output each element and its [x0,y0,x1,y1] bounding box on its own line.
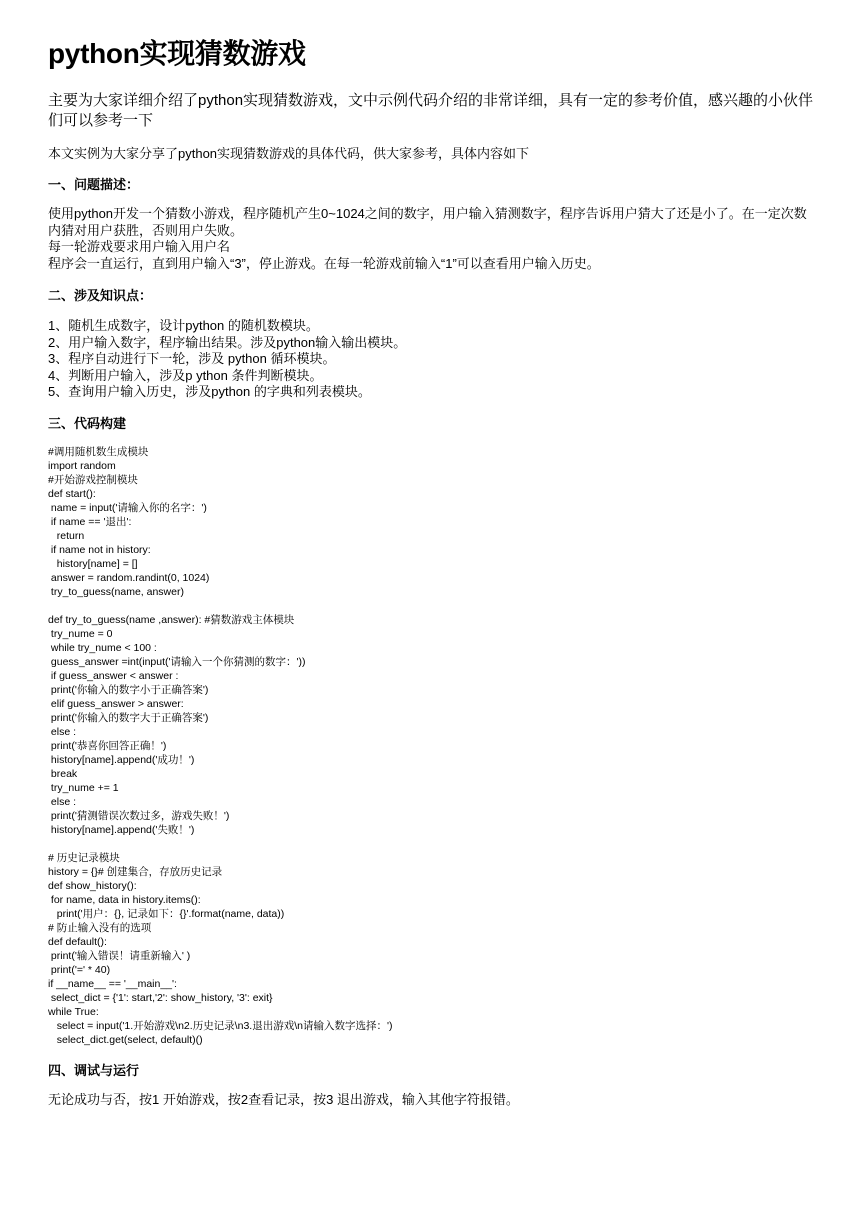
list-item: 2、用户输入数字，程序输出结果。涉及python输入输出模块。 [48,334,407,350]
list-item: 3、程序自动进行下一轮，涉及 python 循环模块。 [48,351,336,366]
code-line: def show_history(): [48,880,137,892]
code-line: # 历史记录模块 [48,852,120,864]
run-description: 无论成功与否，按1 开始游戏，按2查看记录，按3 退出游戏，输入其他字符报错。 [48,1092,519,1107]
article-intro: 本文实例为大家分享了python实现猜数游戏的具体代码，供大家参考，具体内容如下 [48,146,530,161]
code-line [48,599,392,613]
problem-description [48,206,818,272]
code-line: try_nume = 0 [48,628,113,640]
list-item: 4、判断用户输入，涉及p ython 条件判断模块。 [48,367,323,383]
code-line: name = input('请输入你的名字：') [48,502,207,514]
code-line: if name == '退出': [48,516,132,528]
code-line: if name not in history: [48,544,151,556]
code-line: import random [48,460,116,472]
code-line: guess_answer =int(input('请输入一个你猜测的数字：')) [48,656,306,668]
code-line: else : [48,796,77,808]
code-line: print('恭喜你回答正确！') [48,740,167,752]
code-line: for name, data in history.items(): [48,894,201,906]
code-line: answer = random.randint(0, 1024) [48,572,210,584]
code-line: select_dict = {'1': start,'2': show_history, '3': exit} [48,992,273,1004]
code-line: select = input('1.开始游戏\n2.历史记录\n3.退出游戏\n请输入数字选择：') [48,1020,393,1032]
code-line: if guess_answer < answer : [48,670,179,682]
list-item: 5、查询用户输入历史，涉及python 的字典和列表模块。 [48,384,371,399]
section-heading-problem: 一、问题描述： [48,177,140,192]
code-line: print('输入错误！请重新输入' ) [48,950,191,962]
code-line: def default(): [48,936,107,948]
code-line: else : [48,726,77,738]
code-line: history[name] = [] [48,558,138,570]
code-line: #调用随机数生成模块 [48,446,149,458]
code-line: print('=' * 40) [48,964,111,976]
code-line: if __name__ == '__main__': [48,978,177,990]
code-line: select_dict.get(select, default)() [48,1034,203,1046]
code-line: while try_nume < 100 : [48,642,157,654]
problem-line: 每一轮游戏要求用户输入用户名 [48,239,231,254]
code-line: print('用户：{}, 记录如下：{}'.format(name, data)) [48,908,285,920]
code-line: # 防止输入没有的选项 [48,922,152,934]
knowledge-list [48,318,406,401]
code-line: while True: [48,1006,99,1018]
list-item: 1、随机生成数字，设计python 的随机数模块。 [48,318,319,333]
code-line: break [48,768,78,780]
code-line: print('你输入的数字小于正确答案') [48,684,209,696]
section-heading-knowledge: 二、涉及知识点： [48,288,153,303]
code-line [48,837,392,851]
code-line: try_nume += 1 [48,782,119,794]
problem-line: 使用python开发一个猜数小游戏，程序随机产生0~1024之间的数字，用户输入猜测数字，程序告诉用户猜大了还是小了。在一定次数内猜对用户获胜，否则用户失败。 [48,206,807,238]
code-line: print('猜测错误次数过多，游戏失败！') [48,810,230,822]
code-line: return [48,530,85,542]
code-line: history[name].append('失败！') [48,824,195,836]
code-line: history = {}# 创建集合，存放历史记录 [48,866,223,878]
code-block [48,445,392,1047]
section-heading-code: 三、代码构建 [48,416,127,431]
article-summary: 主要为大家详细介绍了python实现猜数游戏，文中示例代码介绍的非常详细，具有一定的参考价值，感兴趣的小伙伴们可以参考一下 [48,92,814,129]
problem-line: 程序会一直运行，直到用户输入“3”，停止游戏。在每一轮游戏前输入“1”可以查看用户输入历史。 [48,255,600,271]
code-line: try_to_guess(name, answer) [48,586,184,598]
code-line: history[name].append('成功！') [48,754,195,766]
code-line: def start(): [48,488,96,500]
section-heading-run: 四、调试与运行 [48,1063,140,1078]
code-line: #开始游戏控制模块 [48,474,138,486]
code-line: print('你输入的数字大于正确答案') [48,712,209,724]
page-title: python实现猜数游戏 [48,38,306,69]
code-line: def try_to_guess(name ,answer): #猜数游戏主体模块 [48,614,295,626]
code-line: elif guess_answer > answer: [48,698,184,710]
